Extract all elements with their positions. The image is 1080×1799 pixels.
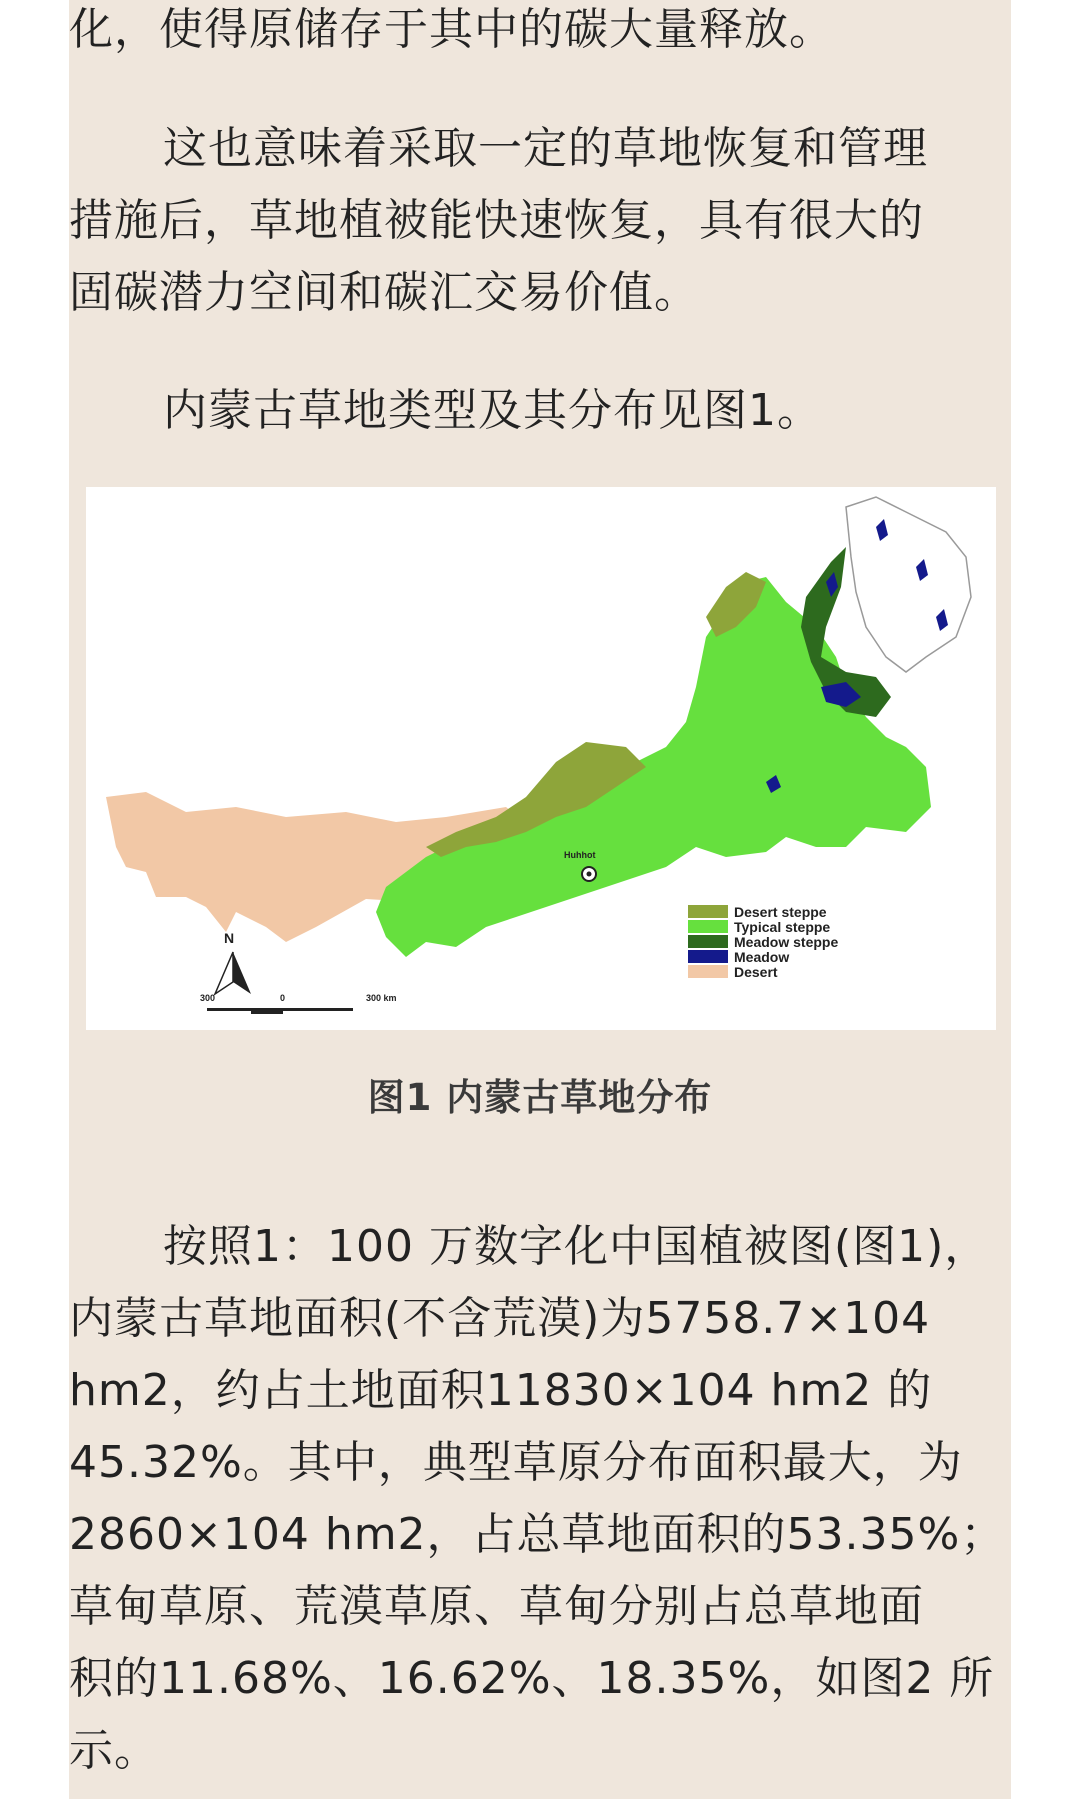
- legend-label: Meadow: [734, 949, 790, 965]
- scale-right-label: 300 km: [366, 993, 397, 1003]
- paragraph-line: 积的11.68%、16.62%、18.35%，如图2 所: [69, 1653, 995, 1704]
- north-arrow: [215, 930, 251, 994]
- legend-swatch-typical-steppe: [688, 920, 728, 933]
- paragraph-line: 固碳潜力空间和碳汇交易价值。: [69, 267, 699, 318]
- map-region-typical-steppe: [376, 577, 931, 957]
- paragraph-line: 示。: [69, 1725, 159, 1776]
- paragraph-line: 草甸草原、荒漠草原、草甸分别占总草地面: [69, 1581, 924, 1632]
- grassland-distribution-map: [86, 487, 996, 1030]
- map-legend: [688, 904, 838, 980]
- paragraph-line: 这也意味着采取一定的草地恢复和管理: [163, 123, 928, 174]
- paragraph-line: 内蒙古草地面积(不含荒漠)为5758.7×104: [69, 1293, 931, 1344]
- legend-swatch-desert: [688, 965, 728, 978]
- article-page: [69, 0, 1011, 1799]
- paragraph-line: 45.32%。其中，典型草原分布面积最大，为: [69, 1437, 963, 1488]
- legend-label: Desert: [734, 964, 778, 980]
- scale-left-label: 300: [200, 993, 216, 1003]
- legend-label: Typical steppe: [734, 919, 831, 935]
- legend-swatch-meadow: [688, 950, 728, 963]
- scale-bar: [200, 993, 397, 1014]
- city-label: Huhhot: [564, 850, 596, 860]
- paragraph-line: 化，使得原储存于其中的碳大量释放。: [69, 4, 834, 55]
- north-label: N: [224, 930, 235, 946]
- paragraph-line: hm2，约占土地面积11830×104 hm2 的: [69, 1365, 933, 1416]
- figure-caption: 图1 内蒙古草地分布: [367, 1076, 713, 1119]
- paragraph-line: 内蒙古草地类型及其分布见图1。: [163, 385, 822, 436]
- paragraph-line: 按照1：100 万数字化中国植被图(图1)，: [163, 1221, 990, 1272]
- paragraph-line: 措施后，草地植被能快速恢复，具有很大的: [69, 195, 924, 246]
- legend-swatch-desert-steppe: [688, 905, 728, 918]
- scale-mid-label: 0: [280, 993, 286, 1003]
- map-graphic: [86, 487, 996, 1030]
- legend-label: Desert steppe: [734, 904, 827, 920]
- legend-label: Meadow steppe: [734, 934, 839, 950]
- paragraph-line: 2860×104 hm2，占总草地面积的53.35%；: [69, 1509, 1006, 1560]
- legend-swatch-meadow-steppe: [688, 935, 728, 948]
